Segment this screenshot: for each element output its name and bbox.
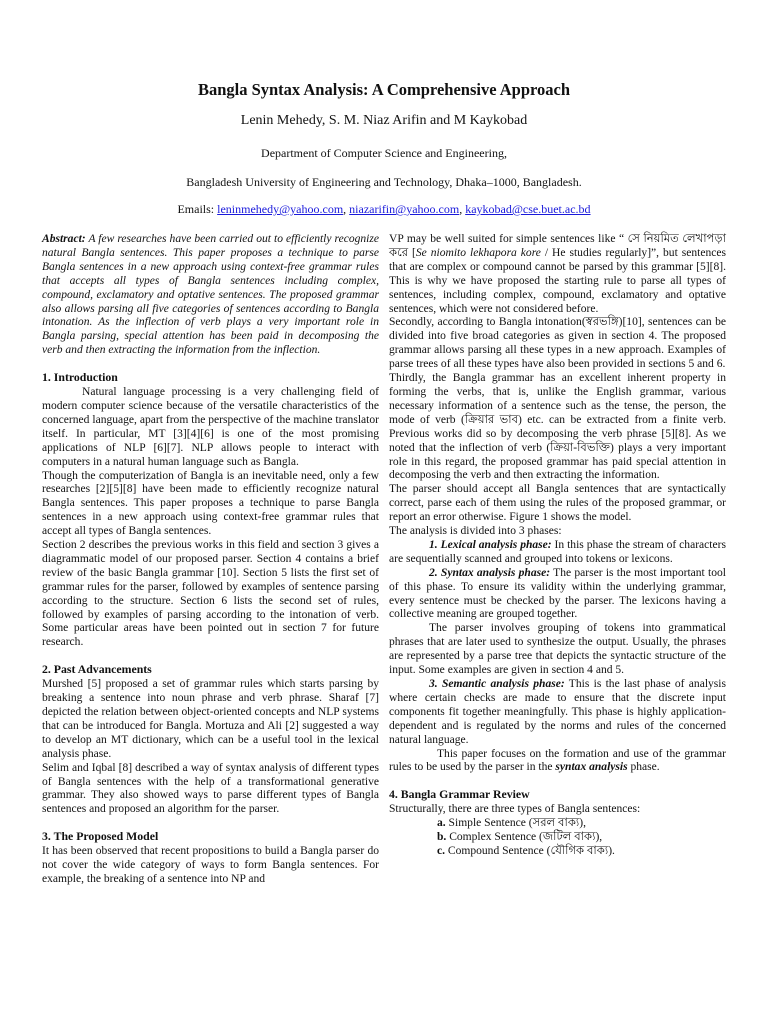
paragraph (389, 372, 726, 483)
text-run: In this phase the stream of characters are sequentially scanned and grouped into tokens or lexicons. (389, 538, 726, 565)
right-column (389, 233, 726, 859)
text-run: Thirdly, the Bangla grammar has an excellent inherent property in forming the verbs, that is, unlike the English grammar, various necessary information of a sentence such as the tense, the person, the mode of verb (ক্রিয়ার ভাব) etc. can be extracted from a finite verb. Previous works did so by decomposing the verb phrase [5][8]. As we noted that the inflection of verb (ক্রিয়া-বিভক্তি) plays a very important role in this regard, the proposed grammar has paid special attention in decomposing the verb and then extracting the information. (389, 372, 726, 482)
paragraph (42, 845, 379, 887)
text-run: Structurally, there are three types of Bangla sentences: (389, 803, 641, 816)
paragraph (389, 567, 726, 623)
email-separator: , (459, 202, 466, 216)
paragraph (42, 386, 379, 469)
text-run: syntax analysis (555, 761, 628, 774)
text-run: 3. The Proposed Model (42, 829, 159, 844)
paragraph (389, 525, 726, 539)
text-run: This is the last phase of analysis where certain checks are made to ensure that the discrete input components fit together meaningfully. This phase is highly application-dependent and is regulated by the norms and rules of the concerned natural language. (389, 678, 726, 746)
text-run: 2. Syntax analysis phase: (429, 566, 551, 579)
paragraph (42, 762, 379, 818)
text-run: 2. Past Advancements (42, 662, 152, 677)
email-link[interactable]: kaykobad@cse.buet.ac.bd (465, 202, 591, 216)
list-item (389, 845, 726, 859)
section-heading (389, 788, 726, 802)
paragraph (42, 678, 379, 761)
text-run: Natural language processing is a very challenging field of modern computer science because of the versatile characteristics of the concerned language, apart from the perspective of the machine translator itself. In particular, MT [3][4][6] is one of the most promising applications of NLP [6][7]. NLP allows people to interact with computers in a natural human language such as Bangla. (42, 386, 379, 468)
email-separator: , (343, 202, 350, 216)
text-run: VP may be well suited for simple sentences like “ সে নিয়মিত লেখাপড়া করে [ (389, 233, 726, 259)
university: Bangladesh University of Engineering and Technology, Dhaka–1000, Bangladesh. (186, 175, 582, 189)
text-run: Compound Sentence (যৌগিক বাক্য). (445, 844, 615, 857)
text-run: Simple Sentence (সরল বাক্য), (445, 817, 586, 830)
text-run: 1. Introduction (42, 370, 118, 385)
emails-line (0, 202, 768, 217)
paragraph (389, 483, 726, 525)
department: Department of Computer Science and Engineering, (261, 146, 507, 160)
text-run: 4. Bangla Grammar Review (389, 787, 530, 802)
text-run: The parser should accept all Bangla sentences that are syntactically correct, parse each of them using the rules of the proposed grammar, or report an error otherwise. Figure 1 shows the model. (389, 483, 726, 524)
text-run: Abstract: (42, 233, 86, 245)
paragraph (389, 622, 726, 678)
paragraph (389, 539, 726, 567)
paragraph (389, 233, 726, 316)
left-column (42, 233, 379, 887)
text-run: 3. Semantic analysis phase: (429, 678, 565, 690)
text-run: Section 2 describes the previous works in this field and section 3 gives a diagrammatic model of our proposed parser. Section 4 contains a brief review of the basic Bangla grammar [10]. Section 5 lists the first set of grammar rules for the parser, followed by examples of sentence parsing according to the structure. Section 6 lists the second set of rules, followed by examples of parsing according to the intonation of verb. Some particular areas have been pointed out in section 7 for future research. (42, 539, 379, 649)
text-run: a. (437, 817, 446, 830)
emails-label: Emails: (177, 202, 218, 216)
section-heading (42, 663, 379, 677)
paragraph (42, 233, 379, 358)
paragraph (42, 539, 379, 650)
text-run: It has been observed that recent propositions to build a Bangla parser do not cover the wide category of ways to form Bangla sentences. For example, the breaking of a sentence into NP and (42, 845, 379, 885)
text-run: Selim and Iqbal [8] described a way of syntax analysis of different types of Bangla sentences with the help of a transformational generative grammar. They also showed ways to parse different types of Bangla sentences and proposed an algorithm for the parser. (42, 761, 379, 816)
text-run: 1. Lexical analysis phase: (429, 538, 552, 551)
text-run: c. (437, 844, 446, 857)
text-run: / He studies regularly]”, but sentences that are complex or compound cannot be parsed by this grammar [5][8]. This is why we have proposed the starting rule to parse all types of sentences, including complex, compound, exclamatory and optative sentences, which were not considered before. (389, 246, 726, 315)
paper-title: Bangla Syntax Analysis: A Comprehensive Approach (197, 80, 571, 99)
list-item (389, 831, 726, 845)
text-run: Se niomito lekhapora kore (415, 246, 541, 259)
authors: Lenin Mehedy, S. M. Niaz Arifin and M Kaykobad (240, 113, 528, 128)
text-run: Secondly, according to Bangla intonation(স্বরভঙ্গি)[10], sentences can be divided into five broad categories as given in section 4. The proposed grammar allows parsing all these types in a new approach. Examples of parse trees of all these types have also been provided in sections 5 and 6. (389, 316, 726, 371)
text-run: The parser is the most important tool of this phase. To ensure its validity within the underlying grammar, every sentence must be checked by the parser. The lexicons having a collective meaning are grouped together. (389, 566, 726, 621)
text-run: Murshed [5] proposed a set of grammar rules which starts parsing by breaking a sentence into noun phrase and verb phrase. Sharaf [7] depicted the relation between object-oriented concepts and NLP systems that can be introduced for Bangla. Mortuza and Ali [2] suggested a way to develop an MT dictionary, which can be a useful tool in the lexical analysis phase. (42, 678, 379, 760)
text-run: Complex Sentence (জটিল বাক্য), (446, 831, 603, 844)
text-run: The analysis is divided into 3 phases: (389, 525, 562, 538)
list-item (389, 817, 726, 831)
text-run: This paper focuses on the formation and use of the grammar rules to be used by the parser in the (389, 747, 726, 774)
text-run: A few researches have been carried out to efficiently recognize natural Bangla sentences. This paper proposes a technique to parse Bangla sentences in a new approach using context-free grammar rules that accepts all types of Bangla sentences including complex, compound, exclamatory and optative sentences. The proposed grammar also allows parsing all five categories of sentences according to Bangla intonation. As the inflection of verb plays a very important role in Bangla parsing, special attention has been paid in decomposing the verb and then extracting the information from the inflection. (42, 233, 379, 357)
paragraph (389, 316, 726, 372)
paragraph (389, 678, 726, 748)
paragraph (389, 748, 726, 776)
text-run: Though the computerization of Bangla is an inevitable need, only a few researches [2][5][8] have been made to efficiently recognize natural Bangla sentences. This paper proposes a technique to parse Bangla sentences in a new approach using context-free grammar rules that accept all types of Bangla sentences. (42, 469, 379, 538)
paragraph (389, 803, 726, 817)
paragraph (42, 470, 379, 540)
email-link[interactable]: leninmehedy@yahoo.com (217, 202, 344, 216)
text-run: phase. (627, 761, 660, 774)
email-link[interactable]: niazarifin@yahoo.com (349, 202, 460, 216)
text-run: b. (437, 831, 447, 844)
section-heading (42, 830, 379, 844)
section-heading (42, 371, 379, 385)
text-run: The parser involves grouping of tokens into grammatical phrases that are later used to synthesize the output. Usually, the phrases are represented by a parse tree that depicts the syntactic structure of the input. Some examples are given in section 4 and 5. (389, 622, 726, 677)
